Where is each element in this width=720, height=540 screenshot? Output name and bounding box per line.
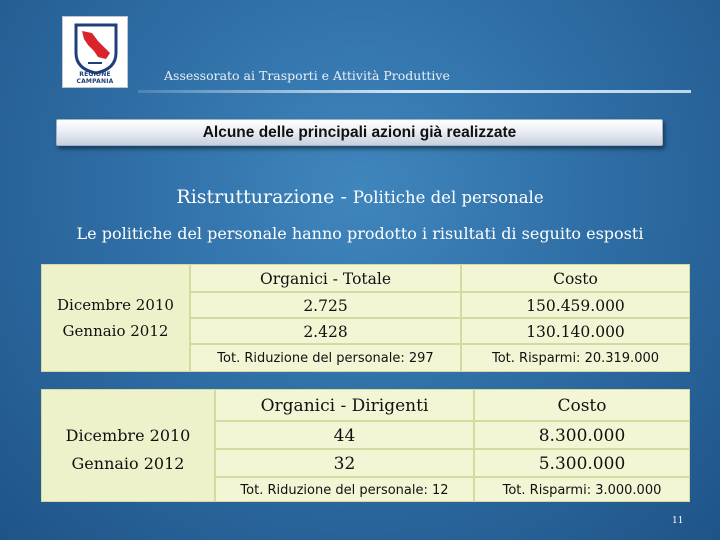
savings-total: Tot. Risparmi: 20.319.000 xyxy=(461,344,690,372)
banner-title: Alcune delle principali azioni già realizzate xyxy=(56,119,663,146)
department-title: Assessorato ai Trasporti e Attività Produttive xyxy=(164,68,450,83)
period-label-cell xyxy=(41,389,215,502)
section-heading xyxy=(0,186,720,208)
page-number: 11 xyxy=(672,516,684,526)
period-row-1: Dicembre 2010 xyxy=(65,426,191,445)
staff-row-1: 44 xyxy=(215,421,474,449)
header-staff-cell: Organici - Dirigenti xyxy=(215,389,474,421)
cost-row-2: 5.300.000 xyxy=(474,449,690,477)
period-row-2: Gennaio 2012 xyxy=(71,454,185,473)
staff-row-1: 2.725 xyxy=(190,292,461,318)
cost-row-1: 8.300.000 xyxy=(474,421,690,449)
staff-row-2: 32 xyxy=(215,449,474,477)
logo-caption: REGIONE CAMPANIA xyxy=(76,71,114,85)
staff-reduction-total: Tot. Riduzione del personale: 297 xyxy=(190,344,461,372)
header-divider xyxy=(138,90,691,93)
staff-reduction-total: Tot. Riduzione del personale: 12 xyxy=(215,477,474,502)
table-organici-dirigenti xyxy=(41,389,690,502)
coat-of-arms-icon xyxy=(72,23,120,75)
header-cost-cell: Costo xyxy=(461,264,690,292)
staff-row-2: 2.428 xyxy=(190,318,461,344)
savings-total: Tot. Risparmi: 3.000.000 xyxy=(474,477,690,502)
cost-row-1: 150.459.000 xyxy=(461,292,690,318)
period-label-cell xyxy=(41,264,190,372)
section-heading-main: Ristrutturazione - xyxy=(176,186,353,208)
cost-row-2: 130.140.000 xyxy=(461,318,690,344)
period-row-1: Dicembre 2010 xyxy=(57,296,174,314)
regione-campania-logo xyxy=(62,16,128,88)
period-row-2: Gennaio 2012 xyxy=(62,322,169,340)
section-heading-sub: Politiche del personale xyxy=(352,188,544,207)
header-cost-cell: Costo xyxy=(474,389,690,421)
section-subheading: Le politiche del personale hanno prodotto i risultati di seguito esposti xyxy=(76,224,644,243)
header-staff-cell: Organici - Totale xyxy=(190,264,461,292)
table-organici-totale xyxy=(41,264,690,372)
